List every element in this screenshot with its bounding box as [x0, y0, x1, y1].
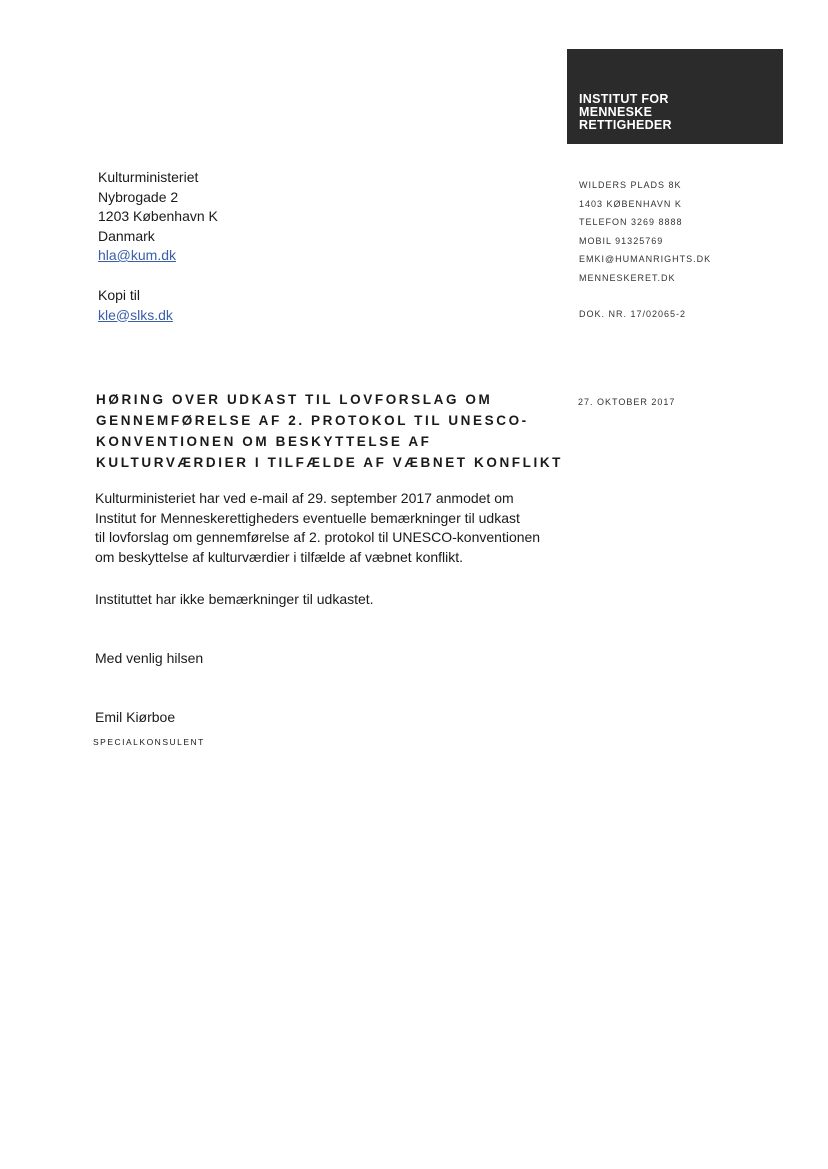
- subject-line: KONVENTIONEN OM BESKYTTELSE AF: [96, 434, 432, 449]
- signer-name: Emil Kiørboe: [95, 709, 176, 725]
- letter-date: 27. OKTOBER 2017: [578, 397, 676, 407]
- recipient-street: Nybrogade 2: [98, 188, 179, 205]
- sender-mobile: MOBIL 91325769: [579, 235, 664, 246]
- copy-email-link[interactable]: kle@slks.dk: [98, 306, 173, 323]
- body-paragraph-1: [95, 489, 540, 568]
- logo-text: [579, 93, 672, 132]
- recipient-name: Kulturministeriet: [98, 169, 199, 185]
- body-line: om beskyttelse af kulturværdier i tilfælde af væbnet konflikt.: [95, 549, 464, 566]
- signer-title: SPECIALKONSULENT: [93, 737, 205, 747]
- sender-contact-info: [579, 176, 711, 288]
- subject-line: HØRING OVER UDKAST TIL LOVFORSLAG OM: [96, 392, 493, 407]
- logo-line: RETTIGHEDER: [579, 118, 672, 132]
- recipient-address: [98, 168, 218, 266]
- letter-subject: [96, 389, 566, 473]
- copy-to-block: [98, 286, 173, 325]
- body-line: Kulturministeriet har ved e-mail af 29. september 2017 anmodet om: [95, 490, 514, 506]
- recipient-country: Danmark: [98, 227, 155, 244]
- logo-line: INSTITUT FOR: [579, 92, 669, 106]
- subject-line: GENNEMFØRELSE AF 2. PROTOKOL TIL UNESCO-: [96, 413, 529, 428]
- copy-label: Kopi til: [98, 287, 141, 303]
- institute-logo: [567, 49, 783, 144]
- recipient-city: 1203 København K: [98, 208, 218, 224]
- sender-website: MENNESKERET.DK: [579, 272, 676, 283]
- sender-email: EMKI@HUMANRIGHTS.DK: [579, 254, 712, 265]
- body-line: Institut for Menneskerettigheders eventuelle bemærkninger til udkast: [95, 509, 520, 526]
- subject-line: KULTURVÆRDIER I TILFÆLDE AF VÆBNET KONFLIKT: [96, 455, 564, 470]
- recipient-email-link[interactable]: hla@kum.dk: [98, 247, 177, 263]
- sender-city: 1403 KØBENHAVN K: [579, 198, 682, 209]
- sender-address: WILDERS PLADS 8K: [579, 180, 682, 190]
- sender-phone: TELEFON 3269 8888: [579, 217, 683, 228]
- document-number: DOK. NR. 17/02065-2: [579, 309, 687, 319]
- logo-line: MENNESKE: [579, 105, 653, 119]
- closing-greeting: Med venlig hilsen: [95, 650, 204, 666]
- body-line: til lovforslag om gennemførelse af 2. protokol til UNESCO-konventionen: [95, 529, 541, 546]
- body-paragraph-2: Instituttet har ikke bemærkninger til udkastet.: [95, 591, 374, 607]
